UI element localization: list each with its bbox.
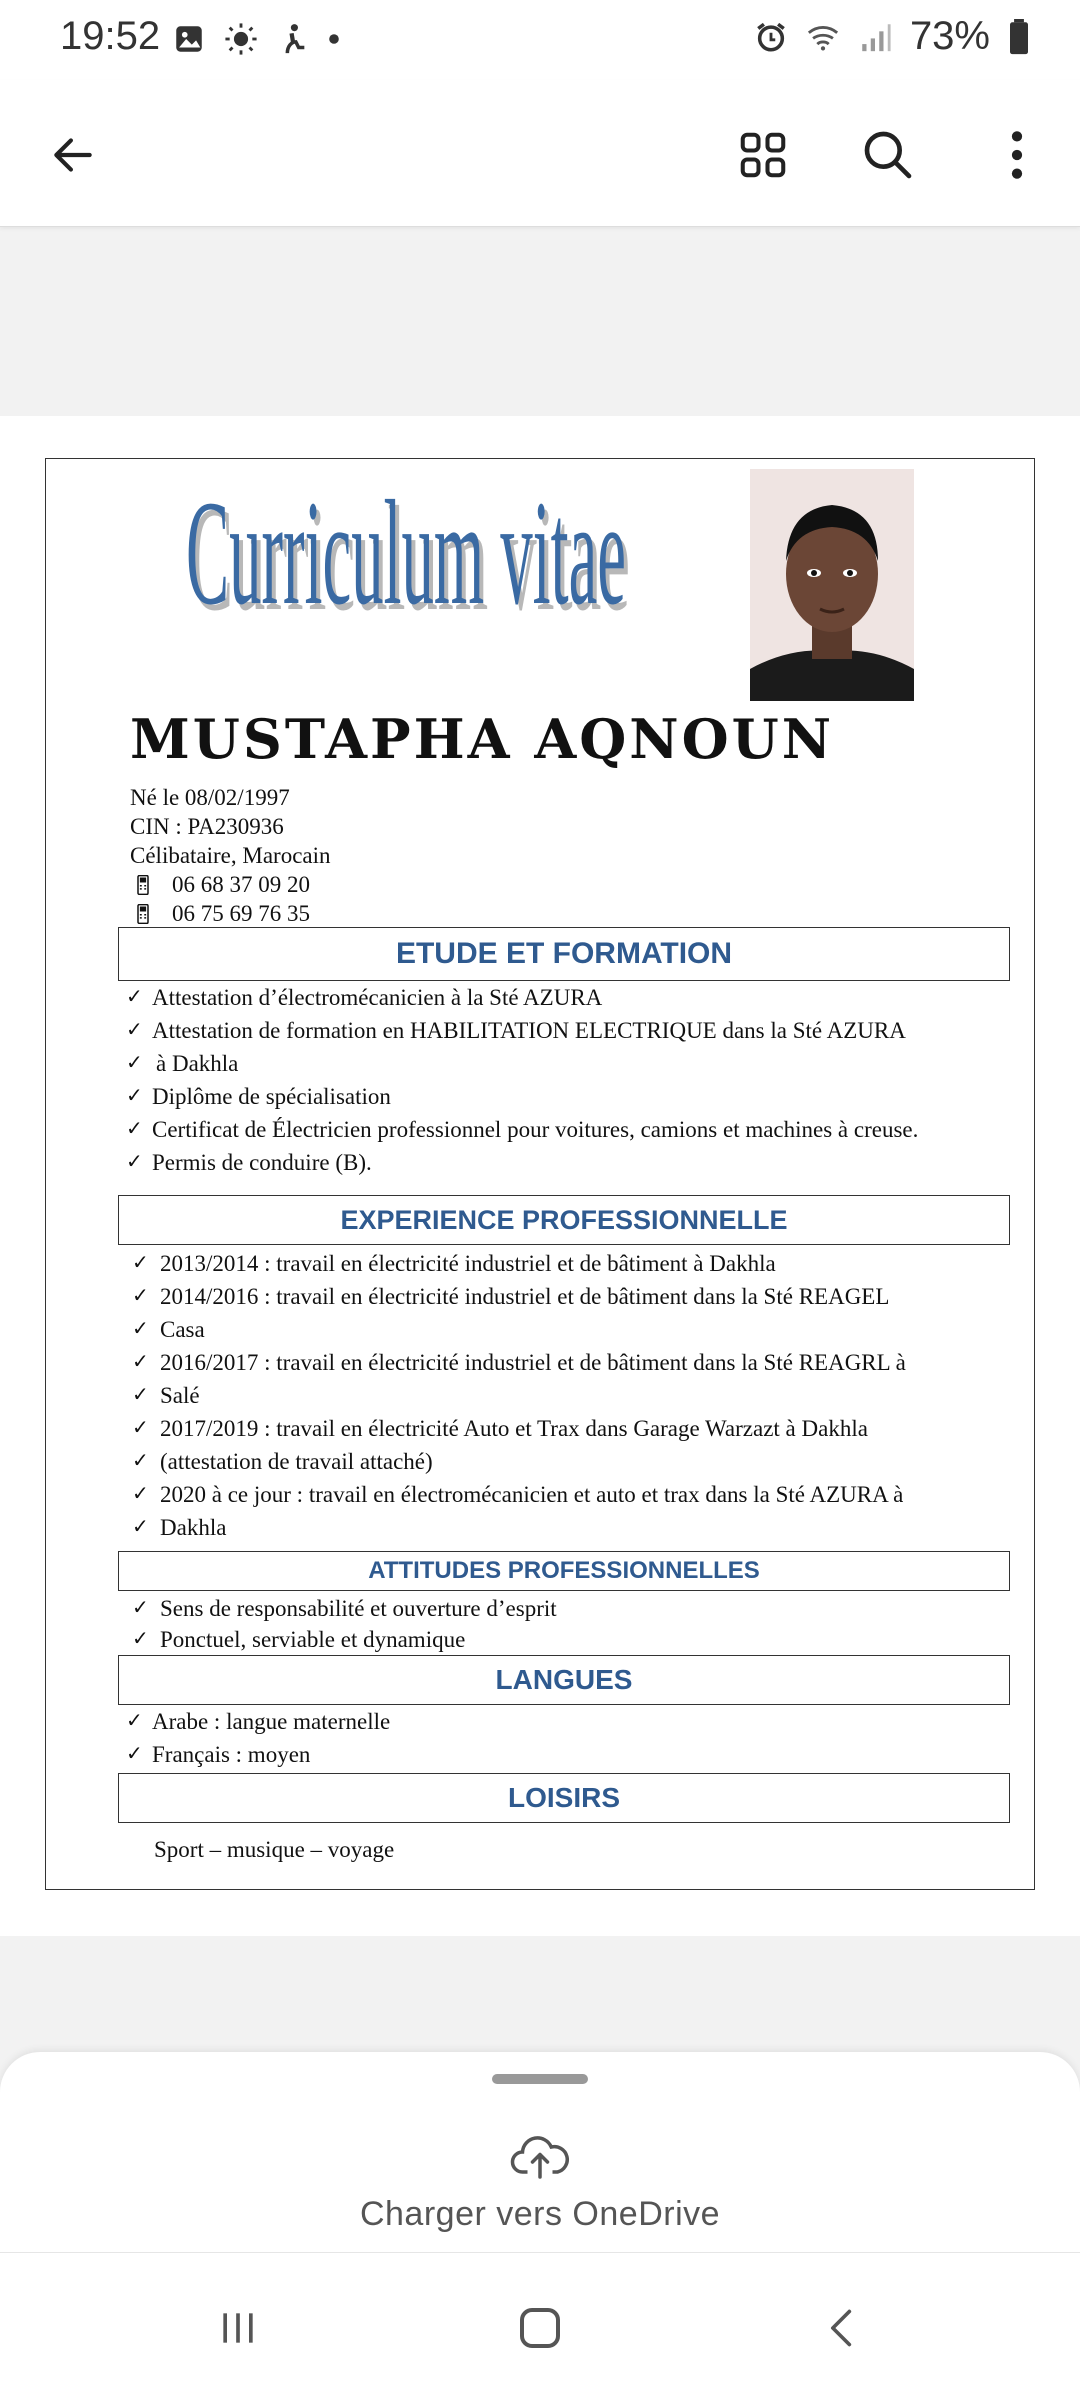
list-item: ✓ Ponctuel, serviable et dynamique bbox=[122, 1624, 557, 1655]
grid-view-icon bbox=[736, 128, 790, 182]
accessibility-icon bbox=[276, 22, 310, 56]
list-item: ✓ 2014/2016 : travail en électricité industriel et de bâtiment dans la Sté REAGEL bbox=[122, 1280, 906, 1313]
more-options-button[interactable] bbox=[982, 120, 1052, 190]
list-item-continuation: ✓ Salé bbox=[122, 1379, 906, 1412]
svg-text:Curriculum vitae: Curriculum vitae bbox=[190, 476, 630, 629]
grid-view-button[interactable] bbox=[728, 120, 798, 190]
back-arrow-icon bbox=[48, 130, 98, 180]
list-item: ✓ Français : moyen bbox=[122, 1738, 390, 1771]
phone-icon bbox=[136, 904, 150, 924]
phone-2 bbox=[130, 899, 331, 928]
upload-onedrive-button[interactable] bbox=[0, 2132, 1080, 2234]
marital-status: Célibataire, Marocain bbox=[130, 843, 331, 868]
personal-info bbox=[130, 783, 331, 928]
section-heading-education: ETUDE ET FORMATION bbox=[118, 927, 1010, 981]
nav-back-button[interactable] bbox=[802, 2298, 882, 2358]
bottom-sheet bbox=[0, 2052, 1080, 2252]
cv-name: MUSTAPHA AQNOUN bbox=[130, 707, 835, 771]
signal-icon bbox=[858, 20, 892, 54]
list-item: ✓ Arabe : langue maternelle bbox=[122, 1705, 390, 1738]
sheet-drag-handle[interactable] bbox=[492, 2074, 588, 2084]
more-vert-icon bbox=[997, 127, 1037, 183]
birth-date: Né le 08/02/1997 bbox=[130, 785, 290, 810]
education-list bbox=[122, 981, 918, 1179]
list-item: ✓ 2020 à ce jour : travail en électromécanicien et auto et trax dans la Sté AZURA à bbox=[122, 1478, 906, 1511]
list-item: ✓ Certificat de Électricien professionnel pour voitures, camions et machines à creuse. bbox=[122, 1113, 918, 1146]
list-item: ✓ 2016/2017 : travail en électricité industriel et de bâtiment dans la Sté REAGRL à bbox=[122, 1346, 906, 1379]
phone-1-number[interactable]: 06 68 37 09 20 bbox=[172, 872, 310, 897]
back-chevron-icon bbox=[820, 2304, 864, 2352]
image-icon bbox=[172, 22, 206, 56]
status-bar bbox=[0, 0, 1080, 80]
search-button[interactable] bbox=[853, 120, 923, 190]
svg-text:Curriculum vitae: Curriculum vitae bbox=[186, 470, 626, 629]
list-item: ✓ 2017/2019 : travail en électricité Auto et Trax dans Garage Warzazt à Dakhla bbox=[122, 1412, 906, 1445]
phone-1 bbox=[130, 870, 331, 899]
list-item-continuation: ✓ Casa bbox=[122, 1313, 906, 1346]
list-item-continuation: ✓ Dakhla bbox=[122, 1511, 906, 1544]
dot-icon bbox=[328, 33, 340, 45]
list-item: ✓ Permis de conduire (B). bbox=[122, 1146, 918, 1179]
brightness-icon bbox=[224, 22, 258, 56]
experience-list bbox=[122, 1247, 906, 1544]
languages-list bbox=[122, 1705, 390, 1771]
battery-percent: 73% bbox=[909, 14, 990, 58]
cin-number: CIN : PA230936 bbox=[130, 814, 284, 839]
list-item: ✓ Attestation de formation en HABILITATION ELECTRIQUE dans la Sté AZURA bbox=[122, 1014, 918, 1047]
document-page[interactable] bbox=[0, 416, 1080, 1936]
section-heading-languages: LANGUES bbox=[118, 1655, 1010, 1705]
list-item-continuation: ✓ à Dakhla bbox=[122, 1047, 918, 1080]
recent-apps-icon bbox=[216, 2306, 260, 2350]
list-item: ✓ Attestation d’électromécanicien à la Sté AZURA bbox=[122, 981, 918, 1014]
home-icon bbox=[516, 2304, 564, 2352]
home-button[interactable] bbox=[500, 2298, 580, 2358]
wifi-icon bbox=[806, 20, 840, 54]
phone-icon bbox=[136, 875, 150, 895]
cv-frame bbox=[45, 458, 1035, 1890]
search-icon bbox=[860, 127, 916, 183]
back-button[interactable] bbox=[38, 120, 108, 190]
upload-onedrive-label: Charger vers OneDrive bbox=[359, 2195, 721, 2233]
list-item-continuation: ✓ (attestation de travail attaché) bbox=[122, 1445, 906, 1478]
section-heading-attitudes: ATTITUDES PROFESSIONNELLES bbox=[118, 1551, 1010, 1591]
cv-title bbox=[186, 459, 706, 629]
alarm-icon bbox=[754, 20, 788, 54]
list-item: ✓ Sens de responsabilité et ouverture d’esprit bbox=[122, 1593, 557, 1624]
attitudes-list bbox=[122, 1593, 557, 1655]
section-heading-experience: EXPERIENCE PROFESSIONNELLE bbox=[118, 1195, 1010, 1245]
list-item: ✓ Diplôme de spécialisation bbox=[122, 1080, 918, 1113]
list-item: ✓ 2013/2014 : travail en électricité industriel et de bâtiment à Dakhla bbox=[122, 1247, 906, 1280]
cloud-upload-icon bbox=[510, 2132, 570, 2182]
system-navigation-bar bbox=[0, 2252, 1080, 2401]
section-heading-hobbies: LOISIRS bbox=[118, 1773, 1010, 1823]
app-toolbar bbox=[0, 80, 1080, 227]
status-time: 19:52 bbox=[60, 14, 161, 58]
recent-apps-button[interactable] bbox=[198, 2298, 278, 2358]
hobbies-text: Sport – musique – voyage bbox=[154, 1837, 395, 1862]
phone-2-number[interactable]: 06 75 69 76 35 bbox=[172, 901, 310, 926]
profile-photo bbox=[750, 469, 914, 701]
battery-icon bbox=[1008, 19, 1030, 55]
